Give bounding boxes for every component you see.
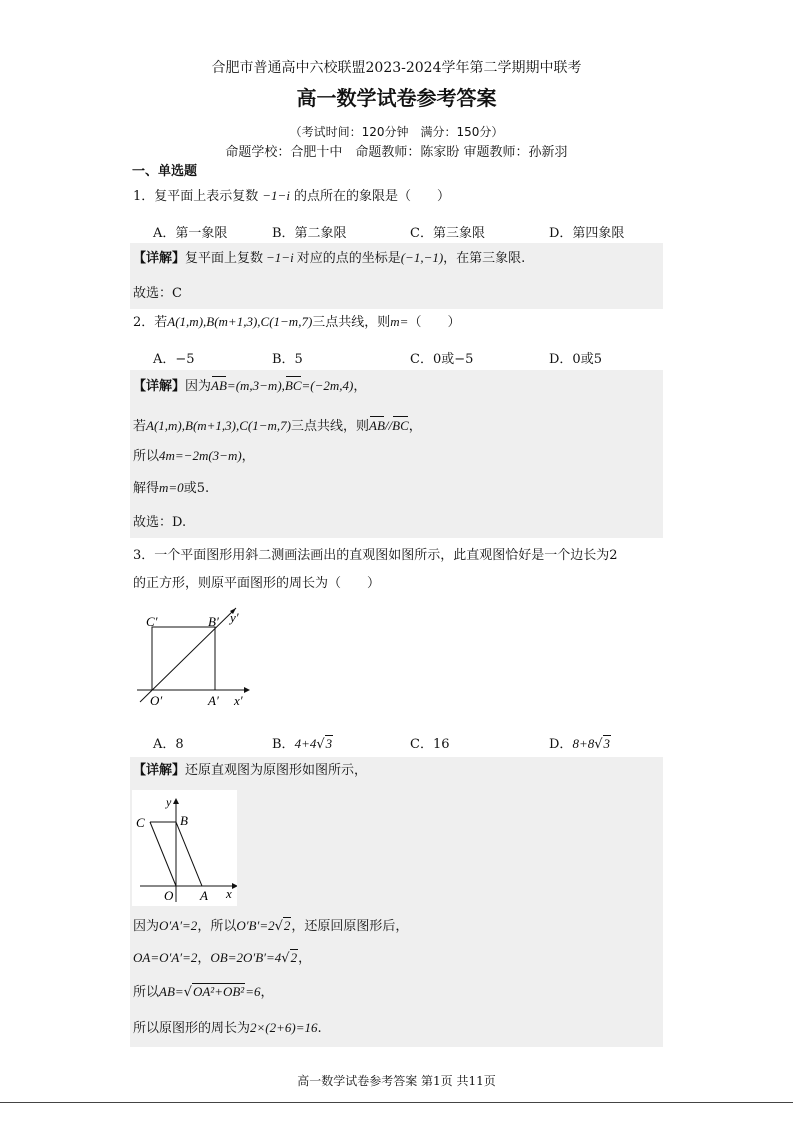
exam-info: （考试时间：120分钟 满分：150分）	[289, 125, 504, 139]
label-x: x	[226, 886, 232, 901]
option-a: A．第一象限	[153, 226, 228, 241]
label-o-prime: O′	[150, 693, 163, 708]
label-c-prime: C′	[146, 614, 158, 629]
original-figure	[132, 790, 237, 906]
question-3-line1: 3．一个平面图形用斜二测画法画出的直观图如图所示，此直观图恰好是一个边长为2	[133, 548, 618, 563]
detail-2-line2: 若A(1,m),B(m+1,3),C(1−m,7)三点共线，则AB//BC，	[133, 418, 422, 434]
detail-3-line4: 所以原图形的周长为2×(2+6)=16.	[133, 1020, 322, 1036]
option-d: D．第四象限	[549, 226, 625, 241]
detail-3-line2: OA=O′A′=2，OB=2O′B′=4√2，	[133, 950, 312, 966]
detail-2-line3: 所以4m=−2m(3−m)，	[133, 448, 255, 464]
oblique-view-figure	[132, 604, 252, 710]
option-c: C．第三象限	[410, 226, 485, 241]
option-a: A．−5	[153, 352, 195, 367]
label-y: y	[166, 795, 172, 809]
question-1: 1．复平面上表示复数 −1−i 的点所在的象限是（ ）	[133, 188, 450, 204]
label-b-prime: B′	[208, 614, 219, 629]
label-c: C	[136, 815, 145, 830]
page-title: 高一数学试卷参考答案	[296, 86, 497, 110]
option-c: C．0或−5	[410, 352, 474, 367]
detail-3-line3: 所以AB=√OA²+OB²=6，	[133, 984, 274, 1000]
bottom-rule	[0, 1102, 793, 1103]
header-line: 合肥市普通高中六校联盟2023-2024学年第二学期期中联考	[211, 60, 582, 76]
label-b: B	[180, 813, 188, 828]
page-footer: 高一数学试卷参考答案 第1页 共11页	[297, 1074, 496, 1088]
section-heading: 一、单选题	[132, 164, 198, 179]
answer-2: 故选：D.	[133, 515, 187, 530]
option-c: C．16	[410, 737, 450, 752]
option-d: D．0或5	[549, 352, 602, 367]
label-o: O	[164, 888, 174, 903]
authors-line: 命题学校：合肥十中 命题教师：陈家盼 审题教师：孙新羽	[225, 145, 568, 160]
answer-1: 故选：C	[133, 286, 182, 301]
detail-1: 【详解】复平面上复数 −1−i 对应的点的坐标是(−1,−1)，在第三象限.	[133, 250, 526, 266]
option-a: A．8	[153, 737, 184, 752]
detail-3-line1: 因为O′A′=2，所以O′B′=2√2，还原回原图形后，	[133, 918, 409, 934]
detail-2-line1: 【详解】因为AB=(m,3−m),BC=(−2m,4)，	[133, 378, 367, 394]
option-b: B．4+4√3	[272, 736, 333, 752]
option-b: B．5	[272, 352, 303, 367]
question-2: 2．若A(1,m),B(m+1,3),C(1−m,7)三点共线，则m=（ ）	[133, 314, 461, 330]
question-3-line2: 的正方形，则原平面图形的周长为（ ）	[133, 576, 381, 591]
option-b: B．第二象限	[272, 226, 347, 241]
detail-3-intro: 【详解】还原直观图为原图形如图所示，	[133, 763, 368, 778]
label-a-prime: A′	[208, 693, 219, 708]
label-x-prime: x′	[234, 693, 243, 708]
label-y-prime: y′	[230, 610, 239, 625]
detail-2-line4: 解得m=0或5.	[133, 480, 210, 496]
label-a: A	[200, 888, 208, 903]
option-d: D．8+8√3	[549, 736, 611, 752]
